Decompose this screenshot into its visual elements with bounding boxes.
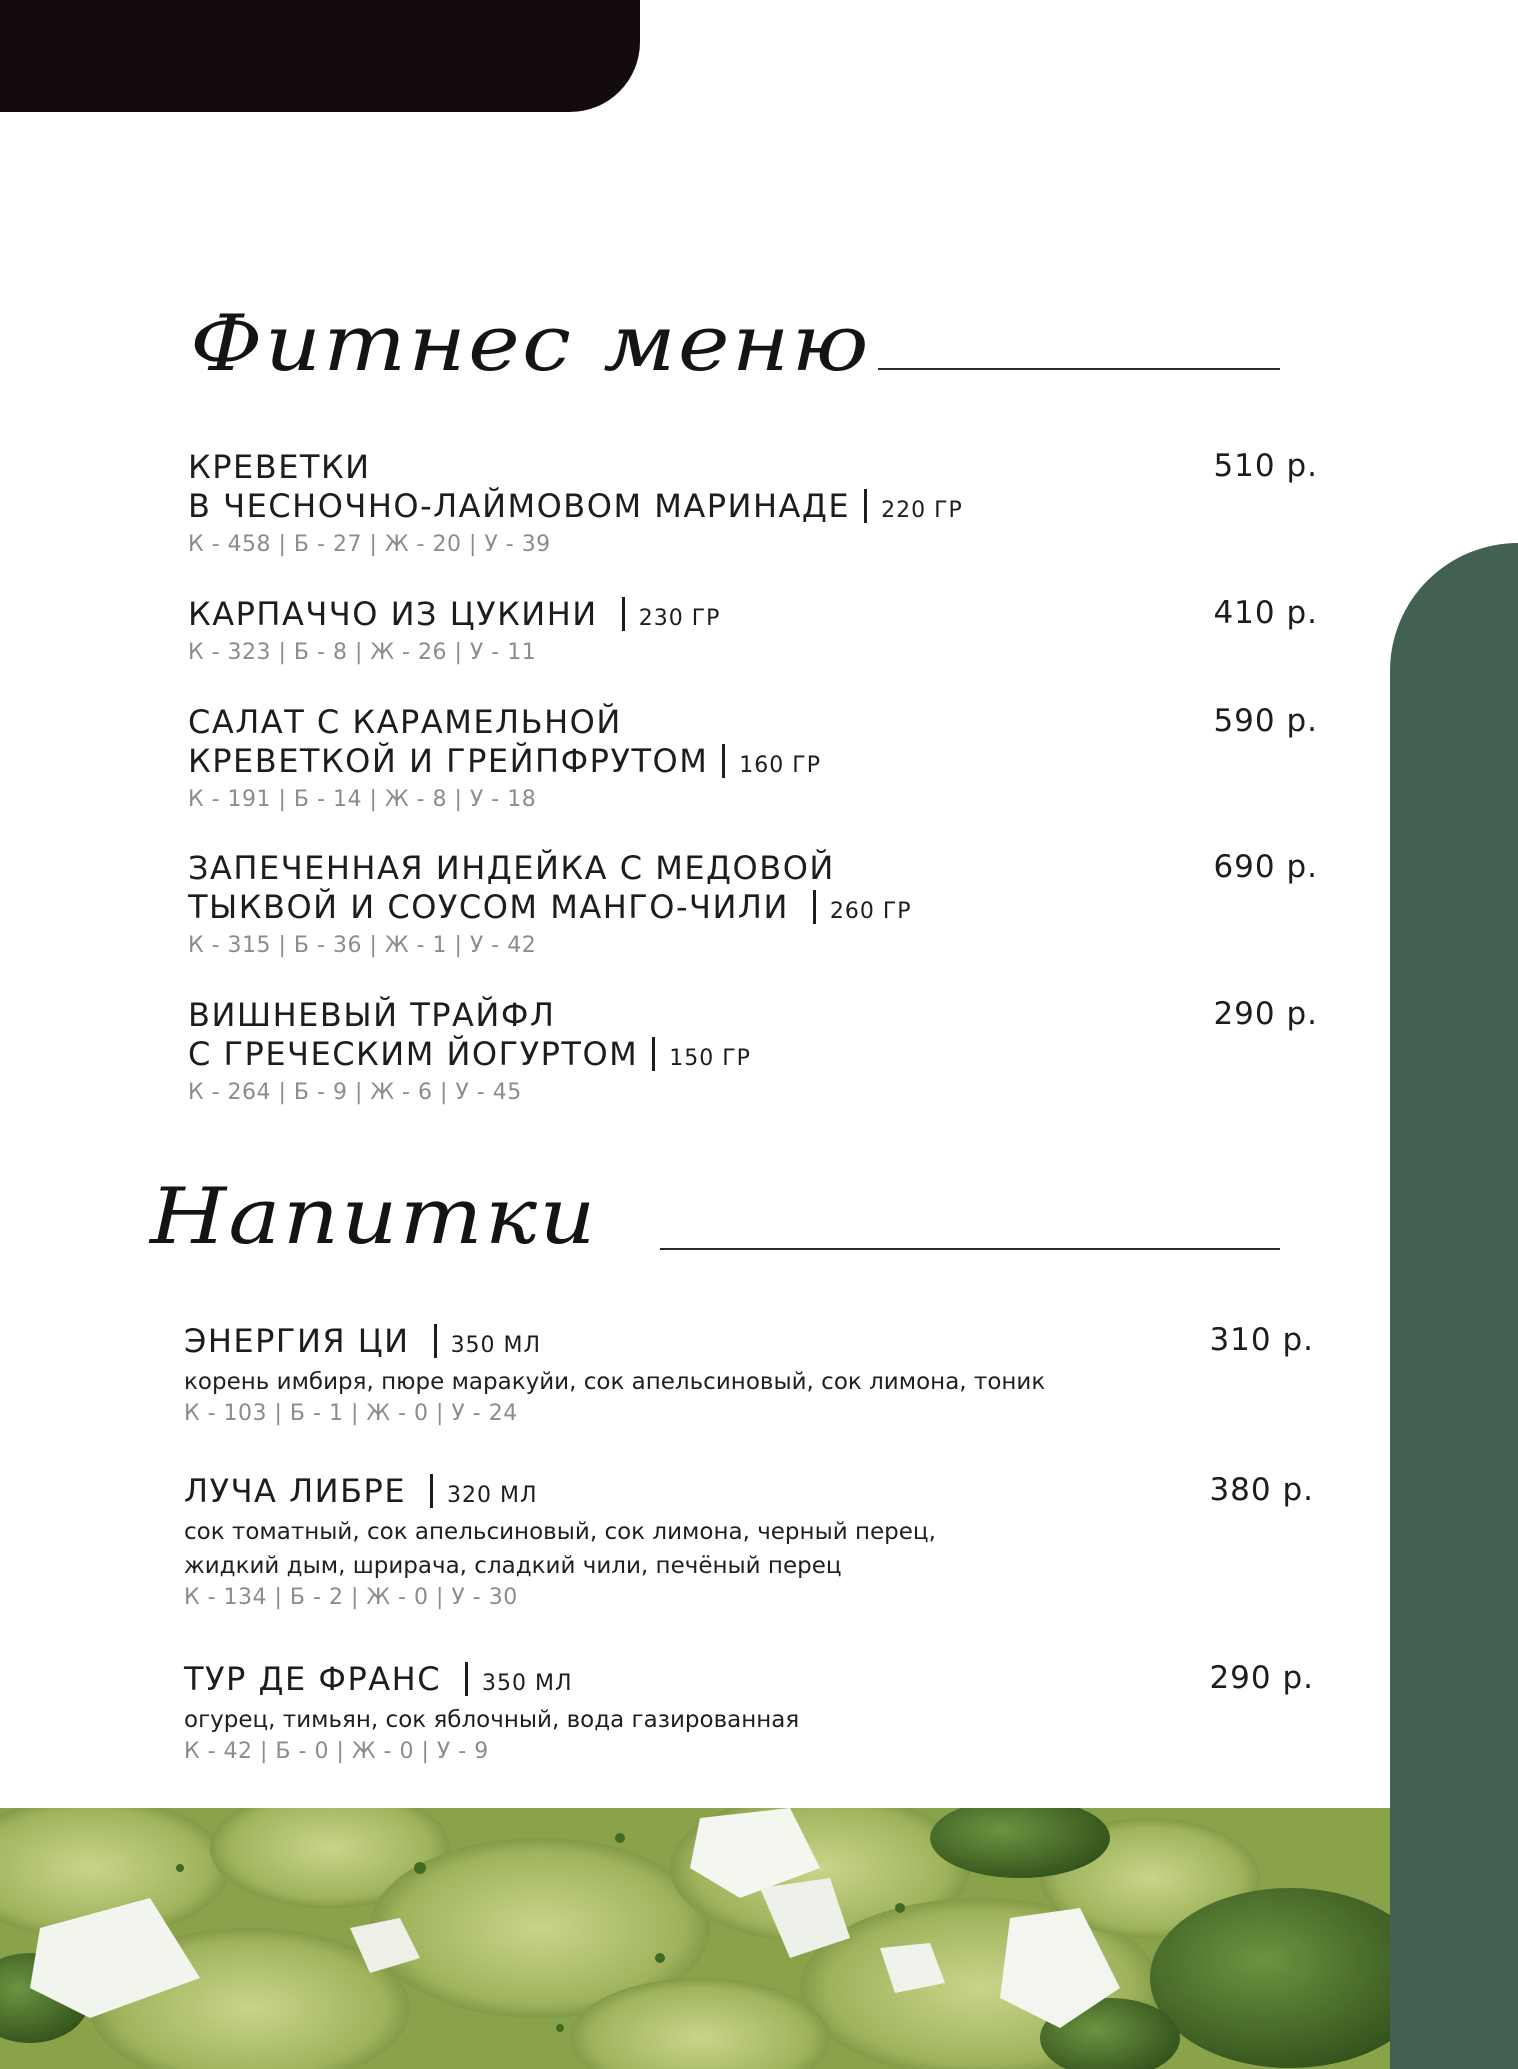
item-price: 290 р.: [1213, 996, 1318, 1032]
item-name-line2: ТЫКВОЙ И СОУСОМ МАНГО-ЧИЛИ 260 ГР: [188, 888, 912, 926]
item-price: 410 р.: [1213, 595, 1318, 631]
item-nutrition: К - 323 | Б - 8 | Ж - 26 | У - 11: [188, 640, 537, 665]
item-weight: 160 ГР: [739, 753, 821, 778]
top-decor-bar: [0, 0, 640, 112]
drink-item: [184, 1322, 1314, 1429]
drink-price: 380 р.: [1209, 1472, 1314, 1508]
item-name-line2: С ГРЕЧЕСКИМ ЙОГУРТОМ 150 ГР: [188, 1035, 751, 1073]
drink-item: [184, 1472, 1314, 1613]
drinks-section-title: Напитки: [150, 1172, 598, 1262]
item-name-line2: В ЧЕСНОЧНО-ЛАЙМОВОМ МАРИНАДЕ 220 ГР: [188, 487, 963, 525]
item-weight: 260 ГР: [829, 899, 912, 924]
menu-item: [188, 703, 1318, 815]
menu-item: [188, 996, 1318, 1108]
item-name-line1: САЛАТ С КАРАМЕЛЬНОЙ: [188, 703, 622, 741]
item-weight: 230 ГР: [638, 606, 721, 631]
item-price: 510 р.: [1213, 448, 1318, 484]
drinks-title-rule: [660, 1248, 1280, 1250]
drink-name: ЛУЧА ЛИБРЕ 320 МЛ: [184, 1472, 538, 1510]
drink-ingredients: огурец, тимьян, сок яблочный, вода газированная: [184, 1707, 800, 1733]
drink-ingredients-2: жидкий дым, шрирача, сладкий чили, печёный перец: [184, 1553, 842, 1579]
side-green-band: [1390, 543, 1518, 2069]
item-nutrition: К - 191 | Б - 14 | Ж - 8 | У - 18: [188, 787, 537, 812]
drink-nutrition: К - 134 | Б - 2 | Ж - 0 | У - 30: [184, 1585, 518, 1610]
drink-volume: 350 МЛ: [450, 1333, 542, 1358]
drink-price: 310 р.: [1209, 1322, 1314, 1358]
item-name-line1: ВИШНЕВЫЙ ТРАЙФЛ: [188, 996, 556, 1034]
item-name-line1: КРЕВЕТКИ: [188, 448, 371, 486]
food-photo: [0, 1808, 1390, 2069]
drink-name: ЭНЕРГИЯ ЦИ 350 МЛ: [184, 1322, 542, 1360]
drink-volume: 320 МЛ: [447, 1483, 538, 1508]
drink-item: [184, 1660, 1314, 1767]
drink-ingredients: сок томатный, сок апельсиновый, сок лимона, черный перец,: [184, 1519, 936, 1545]
drink-name: ТУР ДЕ ФРАНС 350 МЛ: [184, 1660, 573, 1698]
item-name-line1: КАРПАЧЧО ИЗ ЦУКИНИ 230 ГР: [188, 595, 721, 633]
drink-price: 290 р.: [1209, 1660, 1314, 1696]
drink-nutrition: К - 42 | Б - 0 | Ж - 0 | У - 9: [184, 1739, 489, 1764]
menu-item: [188, 849, 1318, 961]
item-nutrition: К - 458 | Б - 27 | Ж - 20 | У - 39: [188, 532, 551, 557]
item-price: 690 р.: [1213, 849, 1318, 885]
item-nutrition: К - 264 | Б - 9 | Ж - 6 | У - 45: [188, 1080, 522, 1105]
item-name-line1: ЗАПЕЧЕННАЯ ИНДЕЙКА С МЕДОВОЙ: [188, 849, 835, 887]
item-price: 590 р.: [1213, 703, 1318, 739]
drink-ingredients: корень имбиря, пюре маракуйи, сок апельсиновый, сок лимона, тоник: [184, 1369, 1046, 1395]
item-weight: 220 ГР: [881, 498, 963, 523]
drink-volume: 350 МЛ: [482, 1671, 573, 1696]
item-name-line2: КРЕВЕТКОЙ И ГРЕЙПФРУТОМ 160 ГР: [188, 742, 821, 780]
menu-item: [188, 448, 1318, 560]
fitness-title-rule: [878, 368, 1280, 370]
drink-nutrition: К - 103 | Б - 1 | Ж - 0 | У - 24: [184, 1401, 518, 1426]
fitness-section-title: Фитнес меню: [190, 299, 871, 389]
item-weight: 150 ГР: [669, 1046, 751, 1071]
menu-item: [188, 595, 1318, 668]
item-nutrition: К - 315 | Б - 36 | Ж - 1 | У - 42: [188, 933, 537, 958]
